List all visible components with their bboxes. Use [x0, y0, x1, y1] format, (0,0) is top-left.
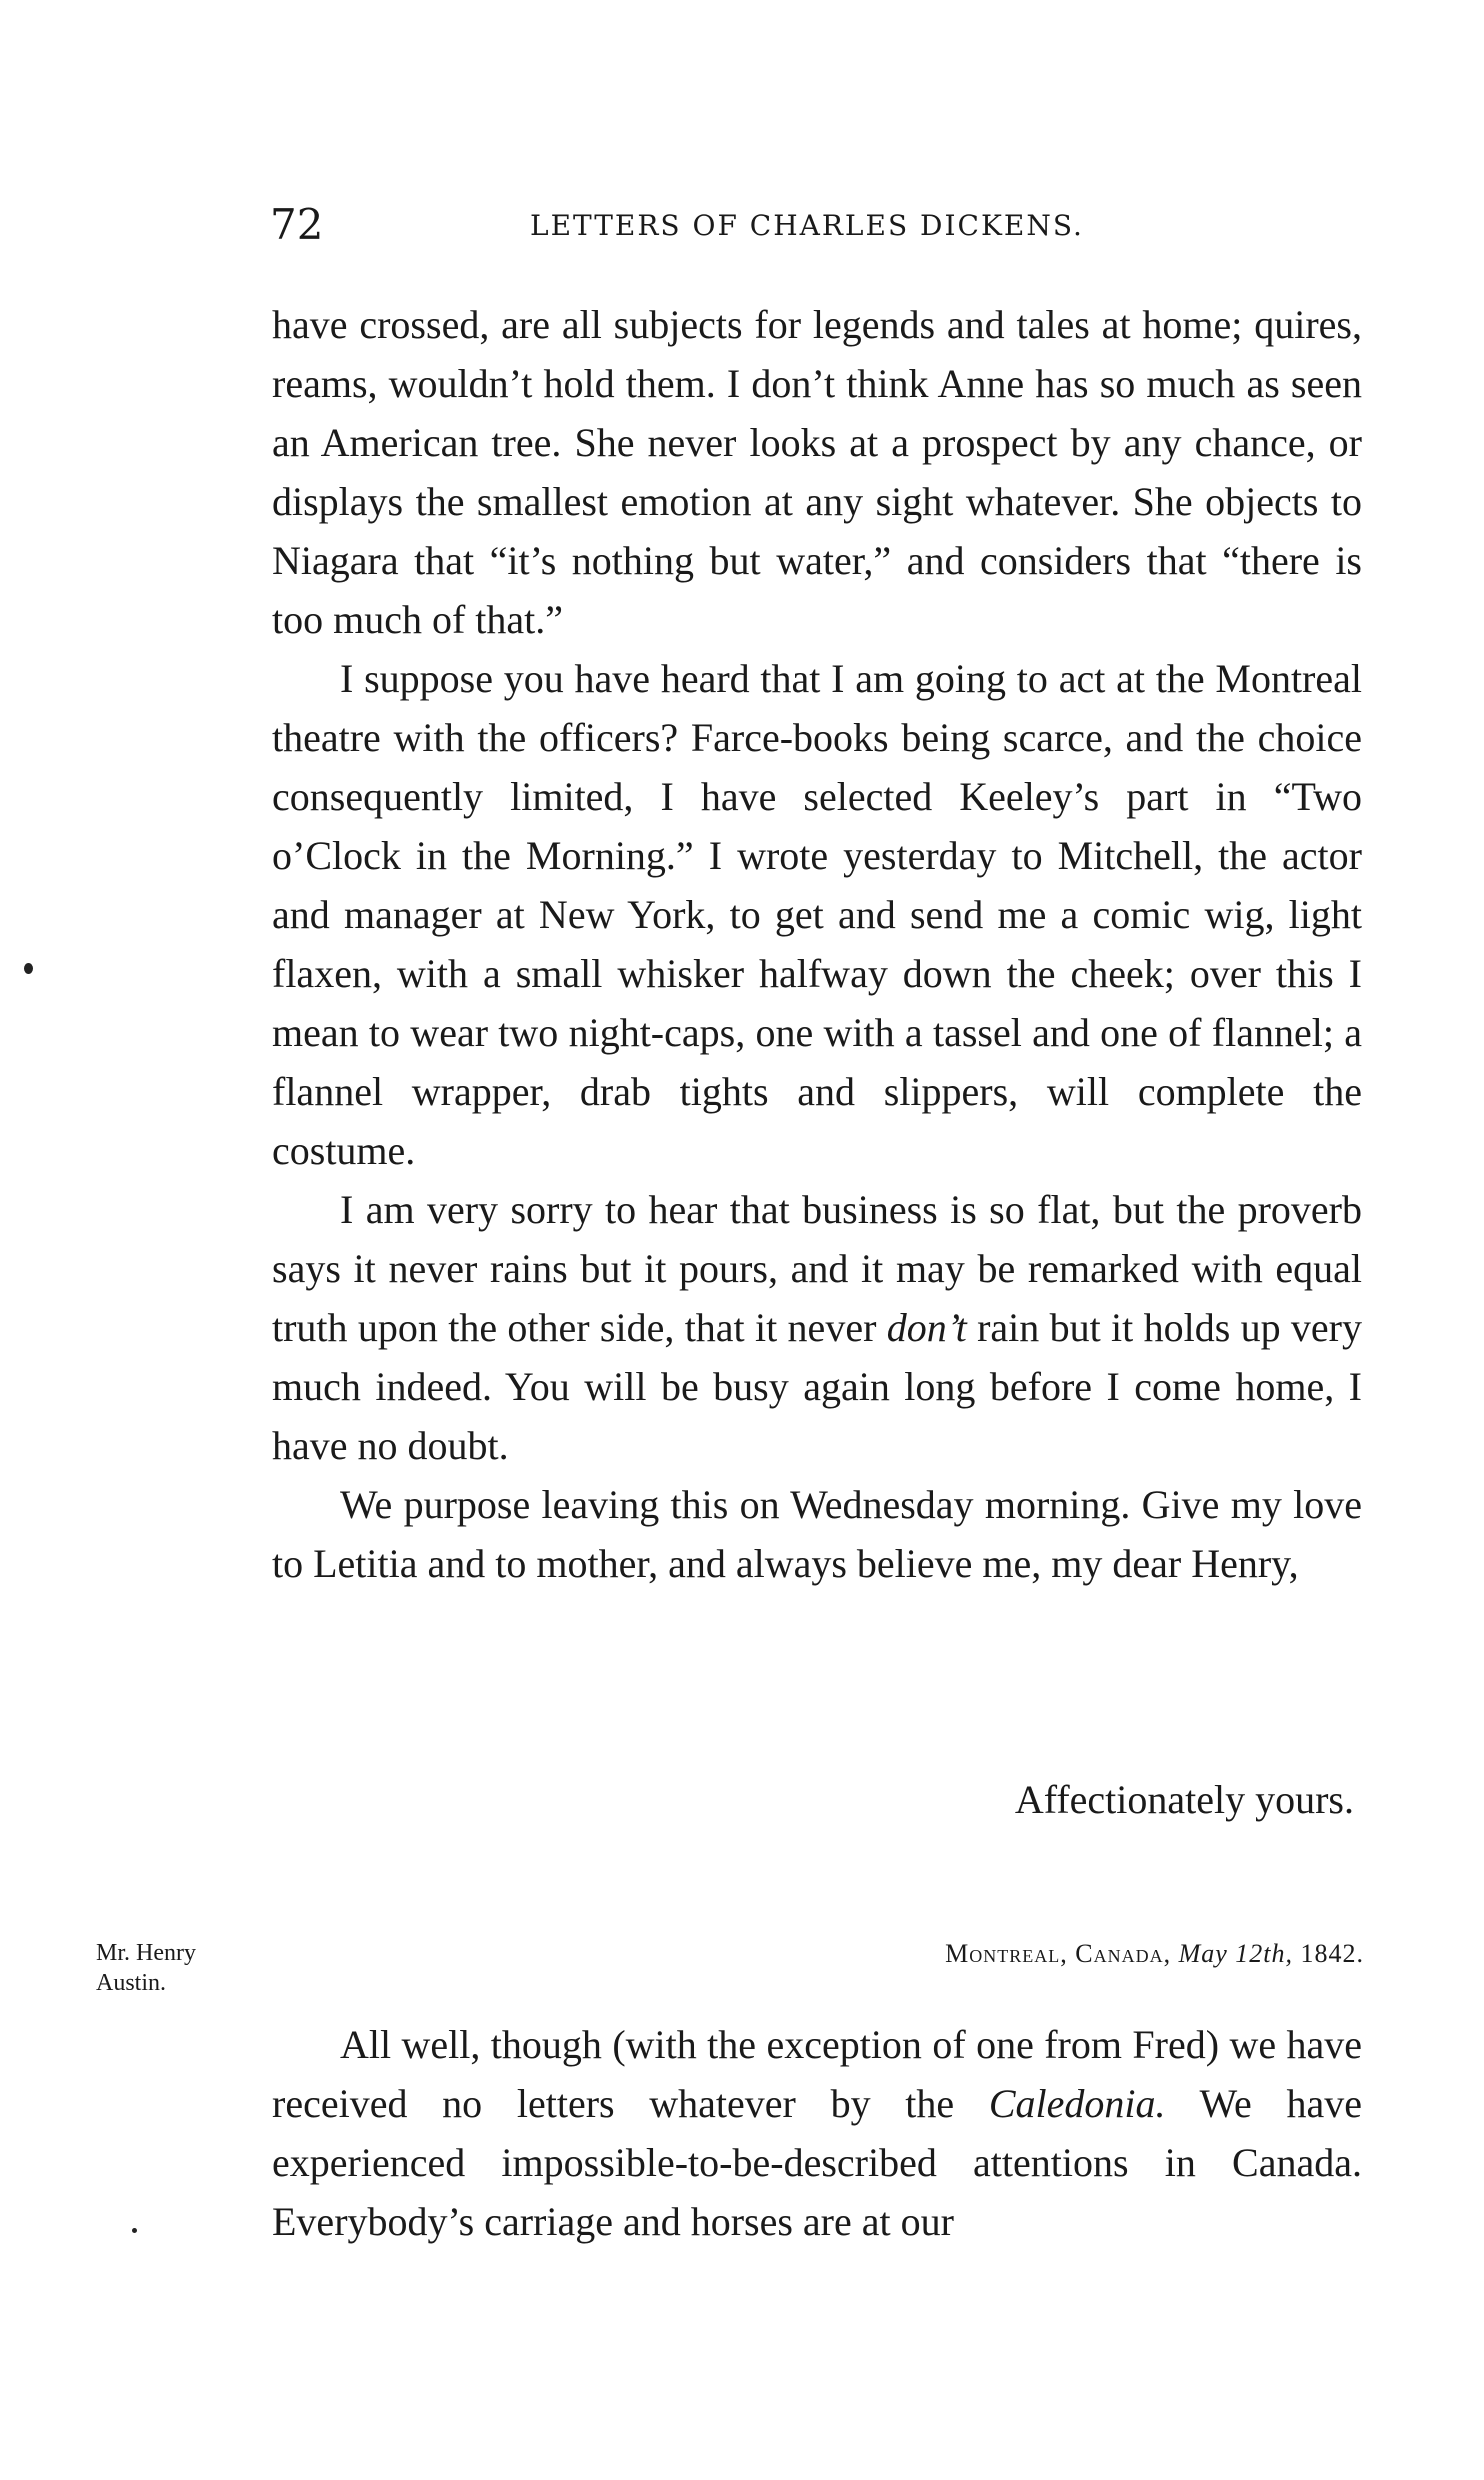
page-header [270, 200, 1170, 250]
recipient-sidenote [96, 1938, 196, 1998]
paragraph-3 [272, 1180, 1362, 1475]
paragraph-3-italic: don’t [886, 1305, 967, 1350]
recipient-line-2: Austin. [96, 1970, 167, 1996]
dateline [945, 1936, 1364, 1972]
letter-2-paragraph [272, 2015, 1362, 2251]
paragraph-3-text-a: I am very sorry to hear that business is so flat, but the proverb says it never rains but it pours, and it may be remarked with equal truth upon the other side, that it never [272, 1187, 1362, 1350]
dateline-date: May 12th, [1178, 1939, 1293, 1968]
letter-2-text-a: All well, though (with the exception of one from Fred) we have received no letters whatever by the [272, 2022, 1362, 2126]
signoff: Affectionately yours. [1014, 1777, 1354, 1822]
running-title: LETTERS OF CHARLES DICKENS. [530, 209, 1084, 242]
dateline-place: Montreal, Canada, [945, 1939, 1172, 1968]
dateline-year: 1842. [1300, 1939, 1364, 1968]
paragraph-4: We purpose leaving this on Wednesday morning. Give my love to Letitia and to mother, and always believe me, my dear Henry, [272, 1482, 1362, 1586]
page-number: 72 [270, 200, 324, 249]
letter-2-text-b: We have experienced impossible-to-be-described attentions in Canada. Everybody’s carriage and horses are at our [272, 2081, 1362, 2244]
margin-ink-dot-small [132, 2228, 137, 2233]
letter-1-body [272, 295, 1362, 1593]
letter-2-body [272, 2015, 1362, 2251]
letter-2-italic: Caledonia. [988, 2081, 1166, 2126]
paragraph-3-text-b: rain but it holds up very much indeed. You will be busy again long before I come home, I have no doubt. [272, 1305, 1363, 1468]
paragraph-1: have crossed, are all subjects for legends and tales at home; quires, reams, wouldn’t hold them. I don’t think Anne has so much as seen an American tree. She never looks at a prospect by any chance, or displays the smallest emotion at any sight whatever. She objects to Niagara that “it’s nothing but water,” and considers that “there is too much of that.” [272, 302, 1362, 642]
margin-ink-dot [24, 963, 33, 974]
recipient-line-1: Mr. Henry [96, 1940, 196, 1966]
paragraph-2: I suppose you have heard that I am going to act at the Montreal theatre with the officers? Farce-books being scarce, and the choice consequently limited, I have selected Keeley’s part in “Two o’Clock in the Morning.” I wrote yesterday to Mitchell, the actor and manager at New York, to get and send me a comic wig, light flaxen, with a small whisker halfway down the cheek; over this I mean to wear two night-caps, one with a tassel and one of flannel; a flannel wrapper, drab tights and slippers, will complete the costume. [272, 656, 1362, 1173]
